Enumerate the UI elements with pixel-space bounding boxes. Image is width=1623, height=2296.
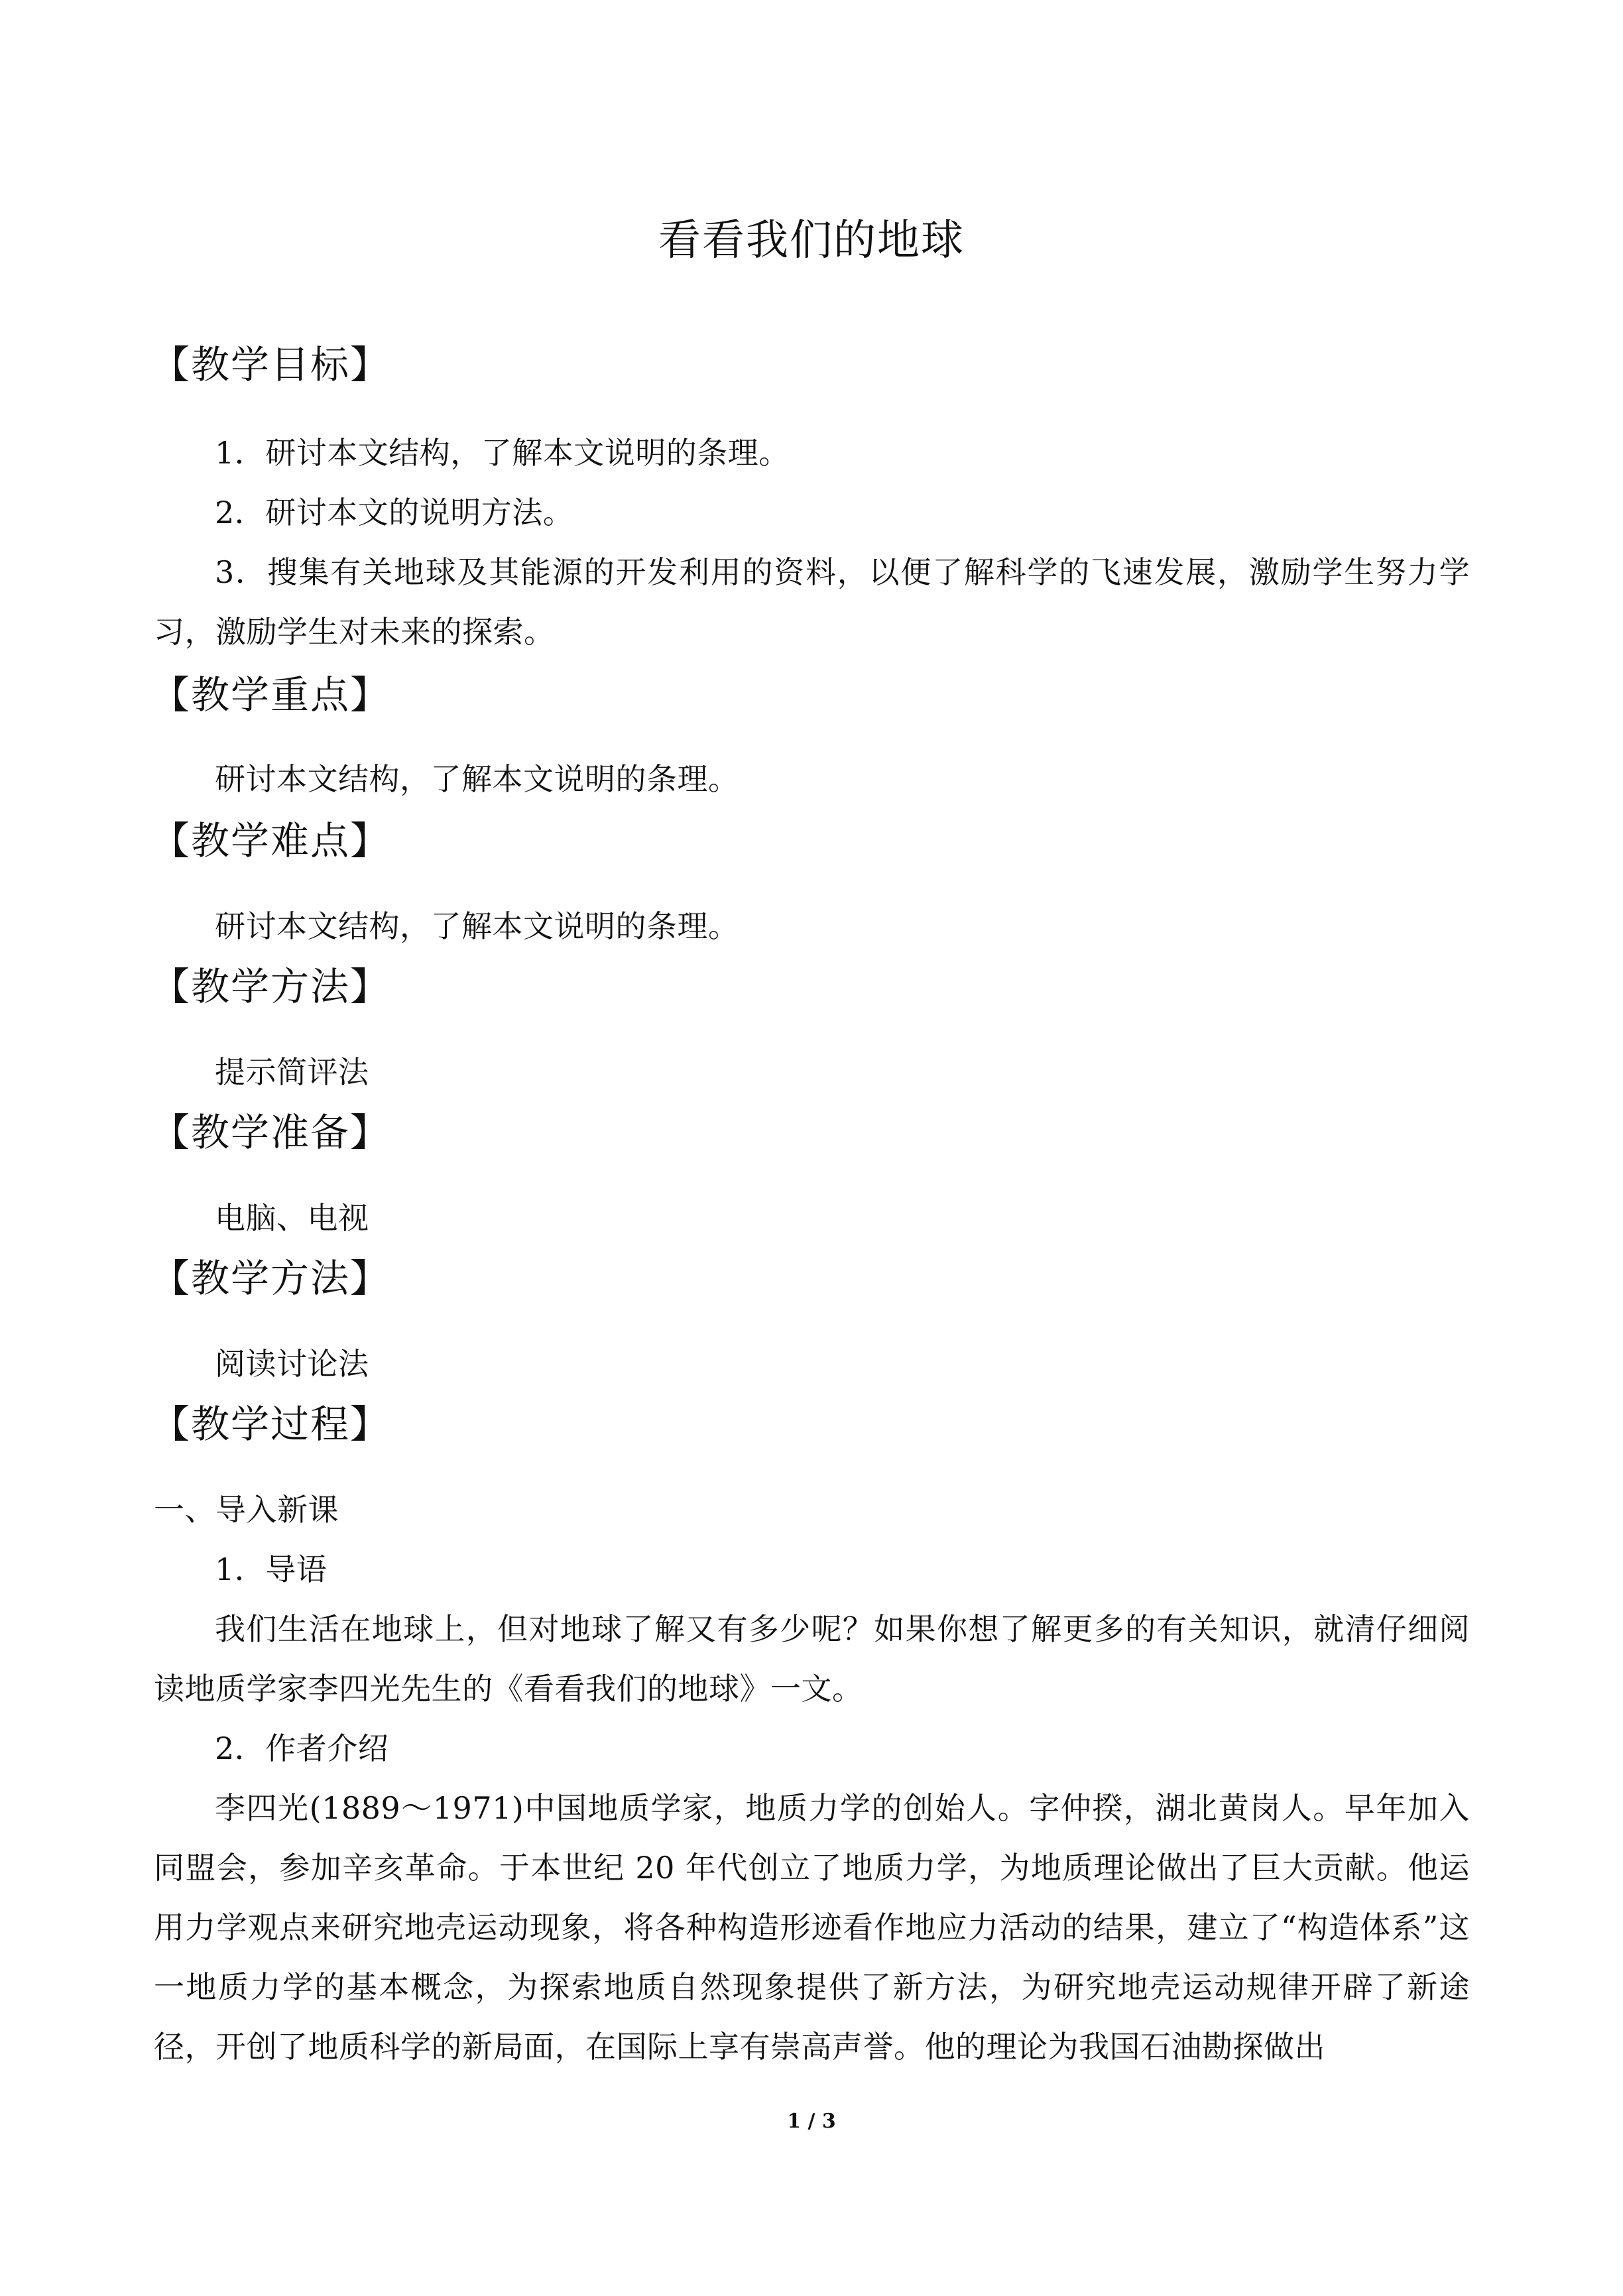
document-title: 看看我们的地球 <box>658 216 965 265</box>
heading-teaching-key-points: 【教学重点】 <box>151 672 391 717</box>
difficulties-text: 研讨本文结构，了解本文说明的条理。 <box>215 908 739 944</box>
goal-item-2: 2．研讨本文的说明方法。 <box>215 495 574 530</box>
process-item-1: 1．导语 <box>215 1551 328 1587</box>
heading-teaching-method: 【教学方法】 <box>151 964 391 1009</box>
heading-teaching-method-2: 【教学方法】 <box>151 1256 391 1301</box>
page-indicator: 1 / 3 <box>787 2110 836 2133</box>
process-item-1-text: 我们生活在地球上，但对地球了解又有多少呢？如果你想了解更多的有关知识，就清仔细阅读地质学家李四光先生的《看看我们的地球》一文。 <box>154 1611 1470 1707</box>
preparation-text: 电脑、电视 <box>215 1200 369 1236</box>
heading-teaching-difficulties: 【教学难点】 <box>151 818 391 863</box>
heading-teaching-preparation: 【教学准备】 <box>151 1110 391 1155</box>
process-item-2: 2．作者介绍 <box>215 1730 389 1766</box>
method-text: 提示简评法 <box>215 1054 369 1090</box>
process-item-2-text: 李四光(1889～1971)中国地质学家，地质力学的创始人。字仲揆，湖北黄岗人。早年加入同盟会，参加辛亥革命。于本世纪 20 年代创立了地质力学，为地质理论做出了巨大贡献。他运用力学观点来研究地壳运动现象，将各种构造形迹看作地应力活动的结果，建立了“构造体系”这一地质力学的基本概念，为探索地质自然现象提供了新方法，为研究地壳运动规律开辟了新途径，开创了地质科学的新局面，在国际上享有崇高声誉。他的理论为我国石油勘探做出 <box>154 1790 1470 2065</box>
goal-item-3: 3．搜集有关地球及其能源的开发利用的资料，以便了解科学的飞速发展，激励学生努力学习，激励学生对未来的探索。 <box>154 554 1470 650</box>
process-part-1: 一、导入新课 <box>154 1492 339 1528</box>
method-2-text: 阅读讨论法 <box>215 1346 369 1382</box>
heading-teaching-process: 【教学过程】 <box>151 1402 391 1447</box>
goal-item-1: 1．研讨本文结构，了解本文说明的条理。 <box>215 435 790 471</box>
key-points-text: 研讨本文结构，了解本文说明的条理。 <box>215 761 739 797</box>
heading-teaching-goals: 【教学目标】 <box>151 342 391 387</box>
